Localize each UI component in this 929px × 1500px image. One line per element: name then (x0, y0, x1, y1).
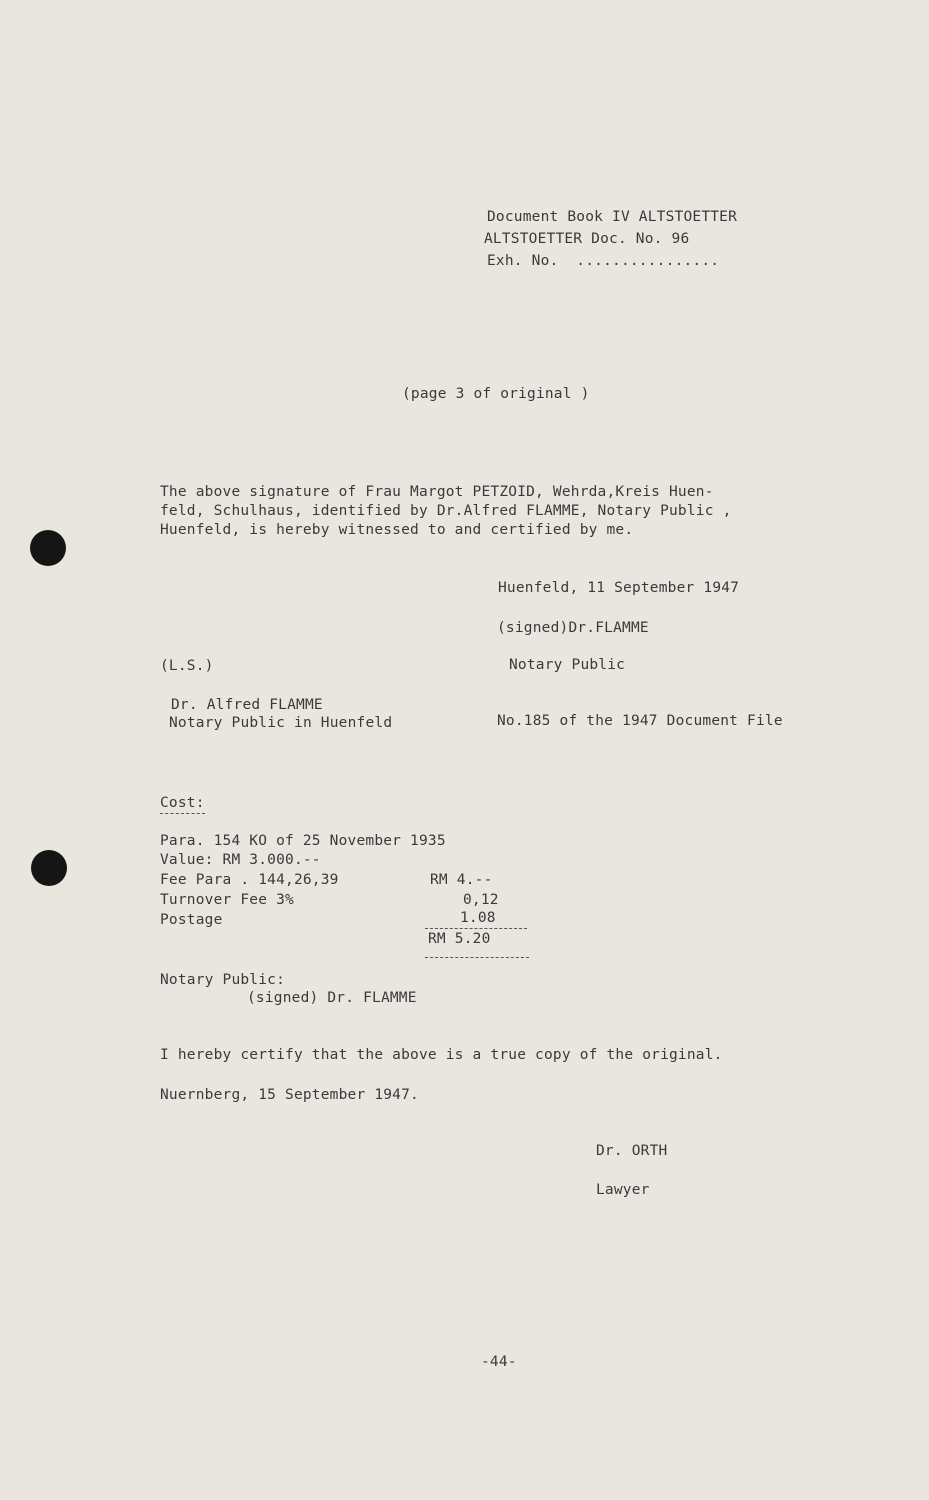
cost-item-amount: 0,12 (463, 892, 499, 908)
cost-total: RM 5.20 (428, 931, 491, 947)
cost-item-label: Turnover Fee 3% (160, 892, 294, 908)
document-file-no: No.185 of the 1947 Document File (497, 713, 783, 729)
seal-title: Notary Public in Huenfeld (169, 715, 393, 731)
cost-heading: Cost: (160, 793, 205, 814)
seal-name: Dr. Alfred FLAMME (171, 697, 323, 713)
punch-hole-top (30, 530, 66, 566)
notary-public-label: Notary Public: (160, 972, 286, 988)
cost-item-amount: RM 4.-- (430, 872, 493, 888)
lawyer-name: Dr. ORTH (596, 1143, 668, 1159)
cost-value: Value: RM 3.000.-- (160, 852, 321, 868)
seal-ls: (L.S.) (160, 658, 214, 674)
header-doc-book: Document Book IV ALTSTOETTER (487, 209, 738, 225)
body-line-2: feld, Schulhaus, identified by Dr.Alfred FLAMME, Notary Public , (160, 503, 732, 519)
total-rule (425, 957, 529, 958)
cost-item-label: Fee Para . 144,26,39 (160, 872, 339, 888)
body-line-1: The above signature of Frau Margot PETZOID, Wehrda,Kreis Huen- (160, 484, 714, 500)
place-date-huenfeld: Huenfeld, 11 September 1947 (498, 580, 740, 596)
page-number: -44- (481, 1354, 517, 1370)
place-date-nuernberg: Nuernberg, 15 September 1947. (160, 1087, 419, 1103)
cost-item-amount: 1.08 (460, 910, 496, 926)
notary-signed: (signed) Dr. FLAMME (247, 990, 417, 1006)
signed-flamme: (signed)Dr.FLAMME (497, 620, 649, 636)
punch-hole-bottom (31, 850, 67, 886)
header-exh-no: Exh. No. ................ (487, 253, 720, 269)
body-line-3: Huenfeld, is hereby witnessed to and certified by me. (160, 522, 634, 538)
cost-item-label: Postage (160, 912, 223, 928)
cost-para: Para. 154 KO of 25 November 1935 (160, 833, 446, 849)
lawyer-title: Lawyer (596, 1182, 650, 1198)
certification-text: I hereby certify that the above is a true copy of the original. (160, 1047, 723, 1063)
page-of-original: (page 3 of original ) (402, 386, 590, 402)
header-doc-no: ALTSTOETTER Doc. No. 96 (484, 231, 690, 247)
notary-public-title: Notary Public (509, 657, 626, 673)
